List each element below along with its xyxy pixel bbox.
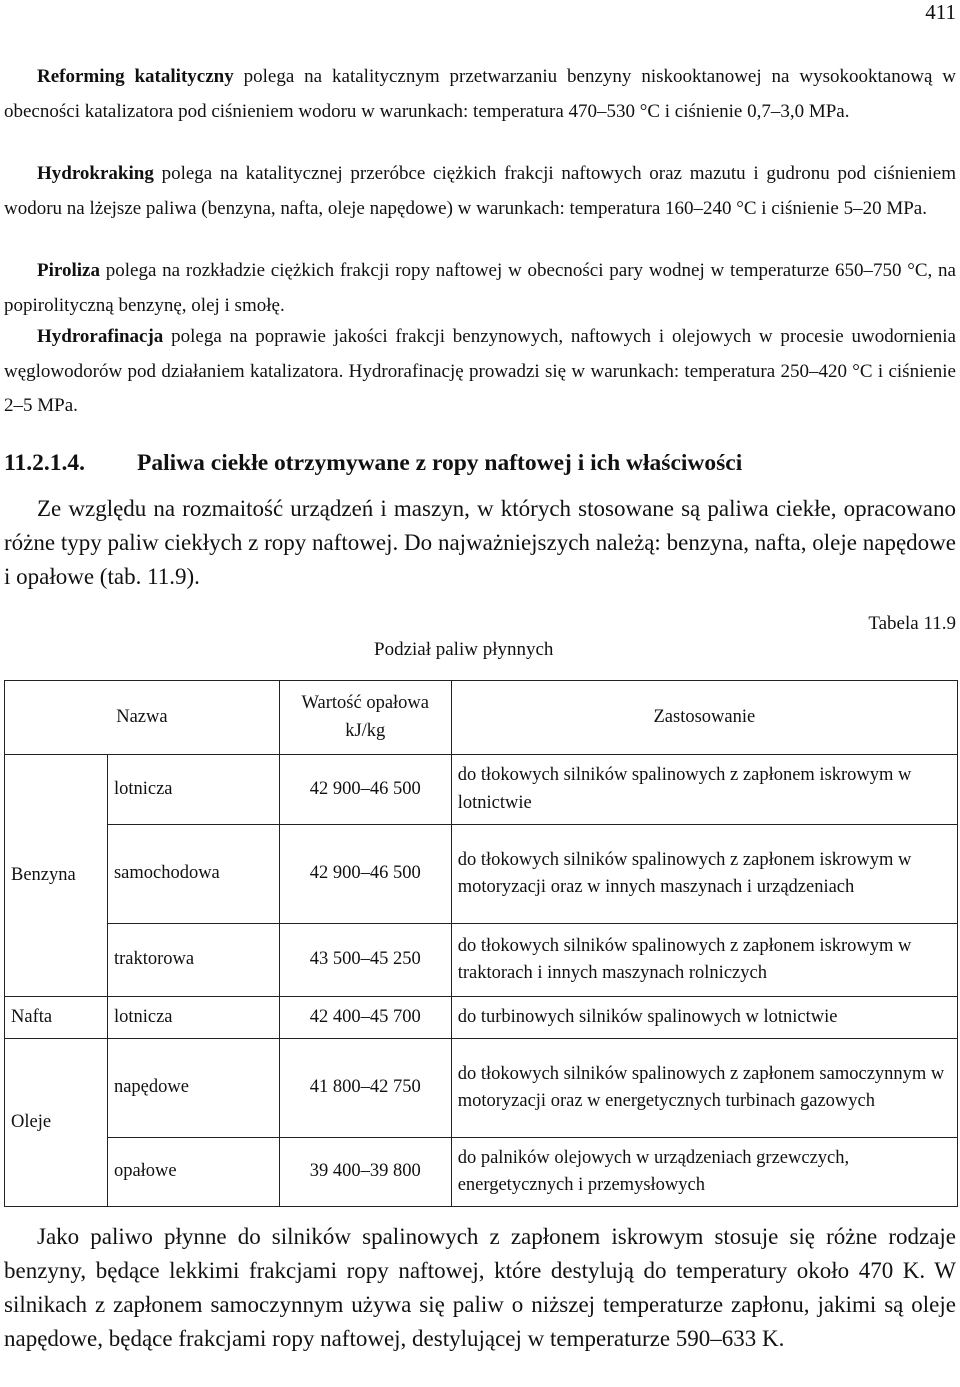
- heat-value: 39 400–39 800: [279, 1138, 451, 1207]
- fuel-type: samochodowa: [107, 825, 279, 924]
- definition-text: polega na katalitycznej przeróbce ciężkich frakcji naftowych oraz mazutu i gudronu pod ciśnieniem wodoru na lżejsze paliwa (benzyna, nafta, oleje napędowe) w warunkach: temperatura 160–240 °C i ciśnienie 5–20 MPa.: [4, 163, 956, 219]
- table-row: [5, 1039, 958, 1138]
- usage: do palników olejowych w urządzeniach grzewczych, energetycznych i przemysłowych: [451, 1138, 957, 1207]
- usage: do tłokowych silników spalinowych z zapłonem iskrowym w motoryzacji oraz w innych maszynach i urządzeniach: [451, 825, 957, 924]
- usage: do tłokowych silników spalinowych z zapłonem samoczynnym w motoryzacji oraz w energetycznych turbinach gazowych: [451, 1039, 957, 1138]
- definition-piroliza: [4, 254, 956, 323]
- definition-term: Hydrorafinacja: [37, 326, 164, 347]
- fuel-type: opałowe: [107, 1138, 279, 1207]
- definition-text: polega na poprawie jakości frakcji benzynowych, naftowych i olejowych w procesie uwodornienia węglowodorów pod działaniem katalizatora. Hydrorafinację prowadzi się w warunkach: temperatura 250–420 °C i ciśnienie 2–5 MPa.: [4, 326, 956, 416]
- fuel-type: lotnicza: [107, 755, 279, 825]
- header-name: Nazwa: [5, 681, 280, 755]
- definition-term: Piroliza: [37, 260, 100, 281]
- group-name: Benzyna: [5, 755, 108, 997]
- section-number: 11.2.1.4.: [4, 450, 85, 476]
- group-name: Oleje: [5, 1039, 108, 1207]
- closing-paragraph: Jako paliwo płynne do silników spalinowych z zapłonem iskrowym stosuje się różne rodzaje benzyny, będące lekkimi frakcjami ropy naftowej, które destylują do temperatury około 470 K. W silnikach z zapłonem samoczynnym używa się paliw o niższej temperaturze zapłonu, jakimi są oleje napędowe, będące frakcjami ropy naftowej, destylującej w temperaturze 590–633 K.: [4, 1224, 956, 1351]
- definition-term: Reforming katalityczny: [37, 66, 234, 87]
- table-title: Podział paliw płynnych: [374, 639, 554, 660]
- heat-value: 43 500–45 250: [279, 924, 451, 997]
- definition-text: polega na rozkładzie ciężkich frakcji ropy naftowej w obecności pary wodnej w temperaturze 650–750 °C, na popirolityczną benzynę, olej i smołę.: [4, 260, 956, 316]
- definition-term: Hydrokraking: [37, 163, 154, 184]
- definition-hydrorafinacja: [4, 320, 956, 424]
- definition-reforming: [4, 60, 956, 129]
- heat-value: 42 900–46 500: [279, 825, 451, 924]
- definition-text: polega na katalitycznym przetwarzaniu benzyny niskooktanowej na wysokooktanową w obecności katalizatora pod ciśnieniem wodoru w warunkach: temperatura 470–530 °C i ciśnienie 0,7–3,0 MPa.: [4, 66, 956, 122]
- section-title: Paliwa ciekłe otrzymywane z ropy naftowej i ich właściwości: [137, 450, 743, 476]
- table-header-row: [5, 681, 958, 755]
- page-number: 411: [925, 0, 956, 24]
- usage: do tłokowych silników spalinowych z zapłonem iskrowym w lotnictwie: [451, 755, 957, 825]
- table-label: Tabela 11.9: [868, 613, 956, 634]
- heat-value: 41 800–42 750: [279, 1039, 451, 1138]
- usage: do turbinowych silników spalinowych w lotnictwie: [451, 997, 957, 1039]
- section-heading: [4, 446, 742, 480]
- fuel-type: lotnicza: [107, 997, 279, 1039]
- fuel-type: napędowe: [107, 1039, 279, 1138]
- table-row: [5, 997, 958, 1039]
- heat-value: 42 400–45 700: [279, 997, 451, 1039]
- fuel-type: traktorowa: [107, 924, 279, 997]
- header-value: Wartość opałowa kJ/kg: [279, 681, 451, 755]
- table-row: [5, 825, 958, 924]
- table-row: [5, 1138, 958, 1207]
- table-row: [5, 924, 958, 997]
- usage: do tłokowych silników spalinowych z zapłonem iskrowym w traktorach i innych maszynach rolniczych: [451, 924, 957, 997]
- header-use: Zastosowanie: [451, 681, 957, 755]
- group-name: Nafta: [5, 997, 108, 1039]
- fuel-table: [4, 680, 958, 1207]
- intro-paragraph: Ze względu na rozmaitość urządzeń i maszyn, w których stosowane są paliwa ciekłe, opracowano różne typy paliw ciekłych z ropy naftowej. Do najważniejszych należą: benzyna, nafta, oleje napędowe i opałowe (tab. 11.9).: [4, 496, 956, 589]
- definition-hydrokraking: [4, 157, 956, 226]
- heat-value: 42 900–46 500: [279, 755, 451, 825]
- table-row: [5, 755, 958, 825]
